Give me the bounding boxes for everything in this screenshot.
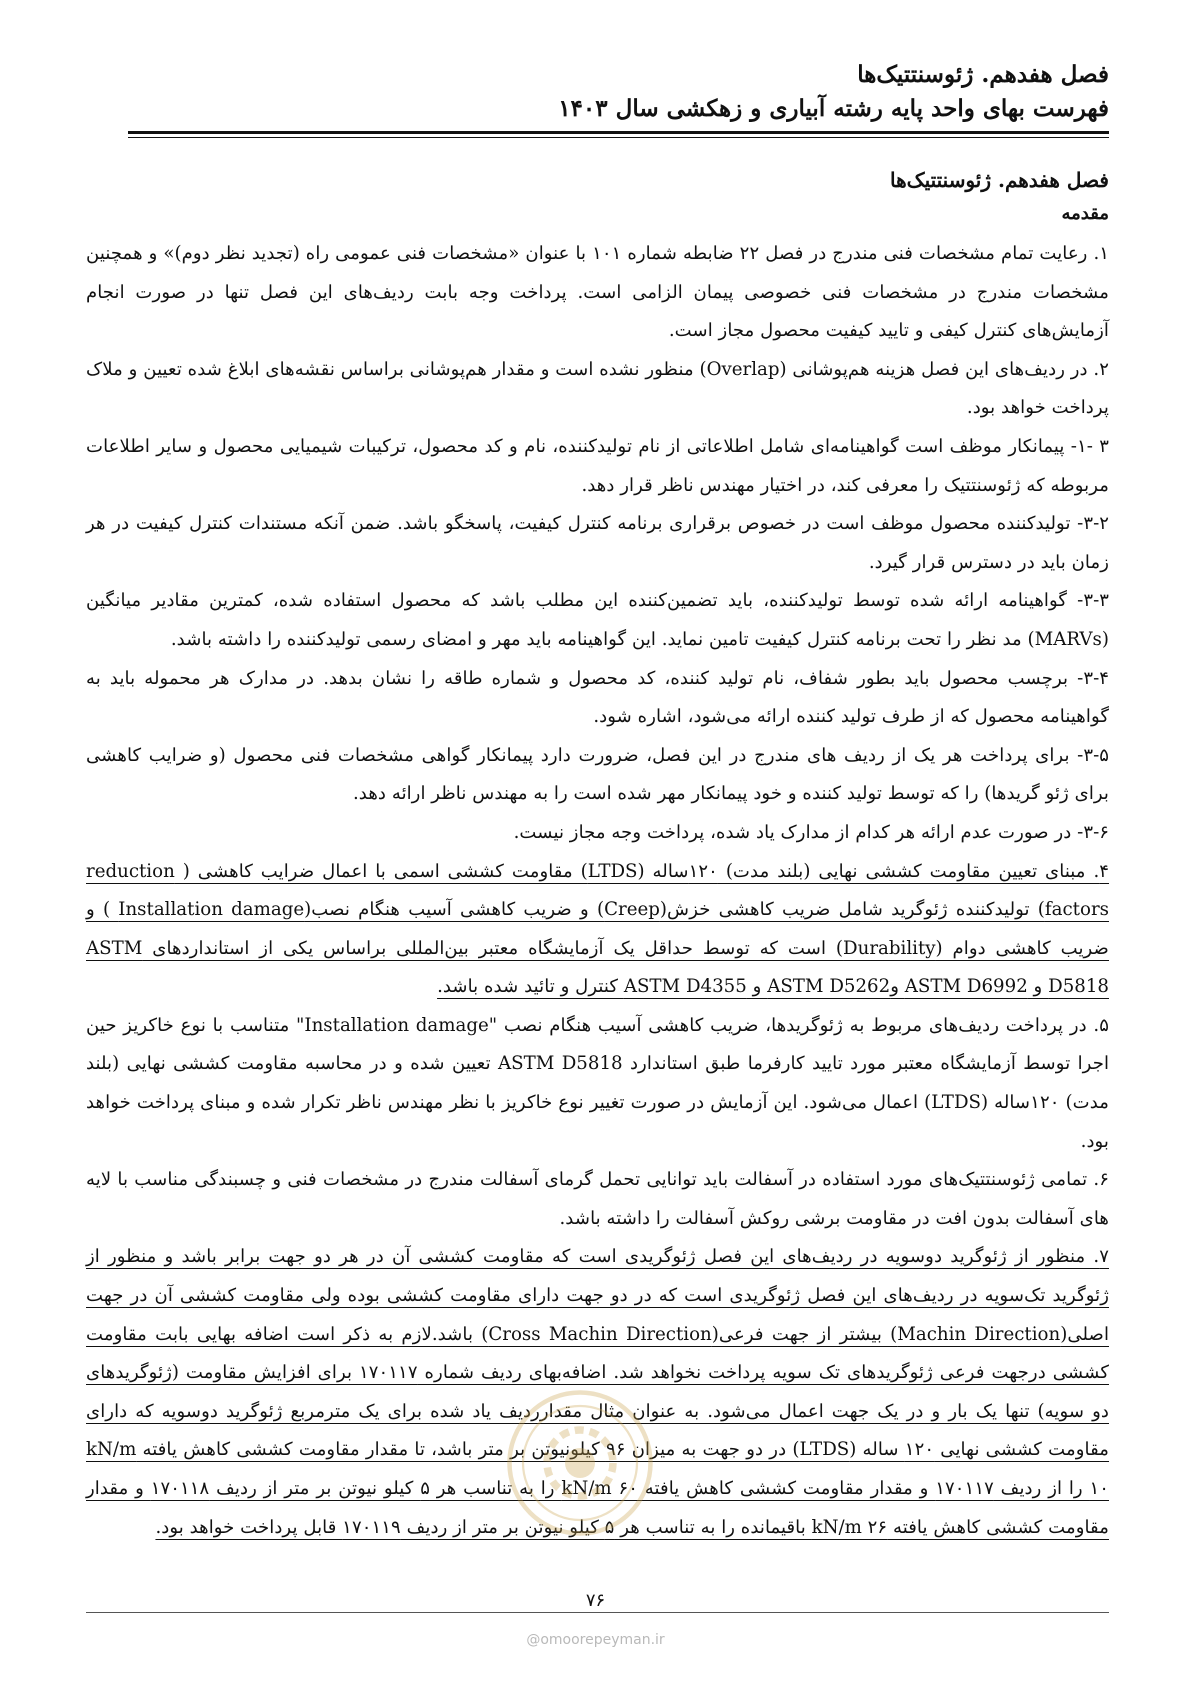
- header-rule-thick: [128, 131, 1109, 134]
- paragraph-3-6: ۳-۶- در صورت عدم ارائه هر کدام از مدارک یاد شده، پرداخت وجه مجاز نیست.: [513, 821, 1109, 843]
- header-price-list-title: فهرست بهای واحد پایه رشته آبیاری و زهکشی سال ۱۴۰۳: [558, 95, 1109, 122]
- paragraph-3-4: ۳-۴- برچسب محصول باید بطور شفاف، نام تولید کننده، کد محصول و شماره طاقه را نشان بدهد. در مدارک هر محموله باید به گواهینامه محصول که از طرف تولید کننده ارائه می‌شود، اشاره شود.: [86, 667, 1109, 728]
- paragraph-4: ۴. مبنای تعیین مقاومت کششی نهایی (بلند مدت) ۱۲۰ساله (LTDS) مقاومت کششی اسمی با اعمال ضرایب کاهشی ( reduction factors) تولیدکننده ژئوگرید شامل ضریب کاهشی خزش(Creep) و ضریب کاهشی آسیب هنگام نصب(Installation damage ) و ضریب کاهشی دوام (Durability) است که توسط حداقل یک آزمایشگاه معتبر بین‌المللی براساس یکی از استانداردهای ASTM D5818 و ASTM D6992 وASTM D5262 و ASTM D4355 کنترل و تائید شده باشد.: [86, 860, 1110, 998]
- seal-watermark-icon: [505, 1388, 655, 1538]
- paragraph-3-5: ۳-۵- برای پرداخت هر یک از ردیف های مندرج در این فصل، ضرورت دارد پیمانکار گواهی مشخصات فنی محصول (و ضرایب کاهشی برای ژئو گریدها) را که توسط تولید کننده و خود پیمانکار مهر شده است را به مهندس ناظر ارائه دهد.: [86, 744, 1109, 805]
- paragraph-6: ۶. تمامی ژئوسنتتیک‌های مورد استفاده در آسفالت باید توانایی تحمل گرمای آسفالت مندرج در مشخصات فنی و چسبندگی مناسب با لایه های آسفالت بدون افت در مقاومت برشی روکش آسفالت را داشته باشد.: [86, 1169, 1109, 1229]
- paragraph-3-2: ۳-۲- تولیدکننده محصول موظف است در خصوص برقراری برنامه کنترل کیفیت، پاسخگو باشد. ضمن آنکه مستندات کنترل کیفیت در هر زمان باید در دسترس قرار گیرد.: [86, 513, 1109, 573]
- header-rule-thin: [128, 137, 1109, 138]
- intro-heading: مقدمه: [1061, 203, 1109, 224]
- paragraph-1: ۱. رعایت تمام مشخصات فنی مندرج در فصل ۲۲ ضابطه شماره ۱۰۱ با عنوان «مشخصات فنی عمومی راه (تجدید نظر دوم)» و همچنین مشخصات مندرج در مشخصات فنی خصوصی پیمان الزامی است. پرداخت وجه بابت ردیف‌های این فصل تنها در صورت انجام آزمایش‌های کنترل کیفی و تایید کیفیت محصول مجاز است.: [86, 243, 1110, 342]
- footer-rule: [86, 1612, 1109, 1613]
- watermark-url: @omoorepeyman.ir: [526, 1632, 665, 1648]
- header-chapter-title: فصل هفدهم. ژئوسنتتیک‌ها: [857, 61, 1109, 88]
- chapter-heading: فصل هفدهم. ژئوسنتتیک‌ها: [890, 168, 1109, 192]
- paragraph-3-1: ۳ -۱- پیمانکار موظف است گواهینامه‌ای شامل اطلاعاتی از نام تولیدکننده، نام و کد محصول، ترکیبات شیمیایی محصول و سایر اطلاعات مربوطه که ژئوسنتتیک را معرفی کند، در اختیار مهندس ناظر قرار دهد.: [86, 435, 1109, 496]
- page-body: [86, 163, 1109, 1547]
- paragraph-3-3: ۳-۳- گواهینامه ارائه شده توسط تولیدکننده، باید تضمین‌کننده این مطلب باشد که محصول استفاده شده، کمترین مقادیر میانگین (MARVs) مد نظر را تحت برنامه کنترل کیفیت تامین نماید. این گواهینامه باید مهر و امضای رسمی تولیدکننده را داشته باشد.: [86, 590, 1109, 650]
- page-number: ۷۶: [585, 1590, 606, 1611]
- paragraph-5: ۵. در پرداخت ردیف‌های مربوط به ژئوگریدها، ضریب کاهشی آسیب هنگام نصب "Installation damage" متناسب با نوع خاکریز حین اجرا توسط آزمایشگاه معتبر مورد تایید کارفرما طبق استاندارد ASTM D5818 تعیین شده و در محاسبه مقاومت کششی نهایی (بلند مدت) ۱۲۰ساله (LTDS) اعمال می‌شود. این آزمایش در صورت تغییر نوع خاکریز با نظر مهندس ناظر تکرار شده و مبنای پرداخت خواهد بود.: [86, 1014, 1110, 1152]
- paragraph-7: ۷. منظور از ژئوگرید دوسویه در ردیف‌های این فصل ژئوگریدی است که مقاومت کششی آن در هر دو جهت برابر باشد و منظور از ژئوگرید تک‌سویه در ردیف‌های این فصل ژئوگریدی است که در دو جهت دارای مقاومت کششی بوده ولی مقاومت کششی آن در جهت اصلی(Machin Direction) بیشتر از جهت فرعی(Cross Machin Direction) باشد.لازم به ذکر است اضافه بهایی بابت مقاومت کششی درجهت فرعی ژئوگریدهای تک سویه پرداخت نخواهد شد. اضافه‌بهای ردیف شماره ۱۷۰۱۱۷ برای افزایش مقاومت (ژئوگریدهای دو سویه) تنها یک بار و در یک جهت اعمال می‌شود. به عنوان مثال مقدارردیف یاد شده برای یک مترمربع ژئوگرید دوسویه که دارای مقاومت کششی نهایی ۱۲۰ ساله (LTDS) در دو جهت به میزان ۹۶ کیلونیوتن بر متر باشد، تا مقدار مقاومت کششی کاهش یافته kN/m ۱۰ را از ردیف ۱۷۰۱۱۷ و مقدار مقاومت کششی کاهش یافته kN/m ۶۰ را به تناسب هر ۵ کیلو نیوتن بر متر از ردیف ۱۷۰۱۱۸ و مقدار مقاومت کششی کاهش یافته kN/m ۲۶ باقیمانده را به تناسب هر ۵ کیلو نیوتن بر متر از ردیف ۱۷۰۱۱۹ قابل پرداخت خواهد بود.: [86, 1246, 1110, 1538]
- page-header: [128, 58, 1109, 126]
- paragraph-2: ۲. در ردیف‌های این فصل هزینه هم‌پوشانی (Overlap) منظور نشده است و مقدار هم‌پوشانی براساس نقشه‌های ابلاغ شده تعیین و ملاک پرداخت خواهد بود.: [86, 358, 1109, 419]
